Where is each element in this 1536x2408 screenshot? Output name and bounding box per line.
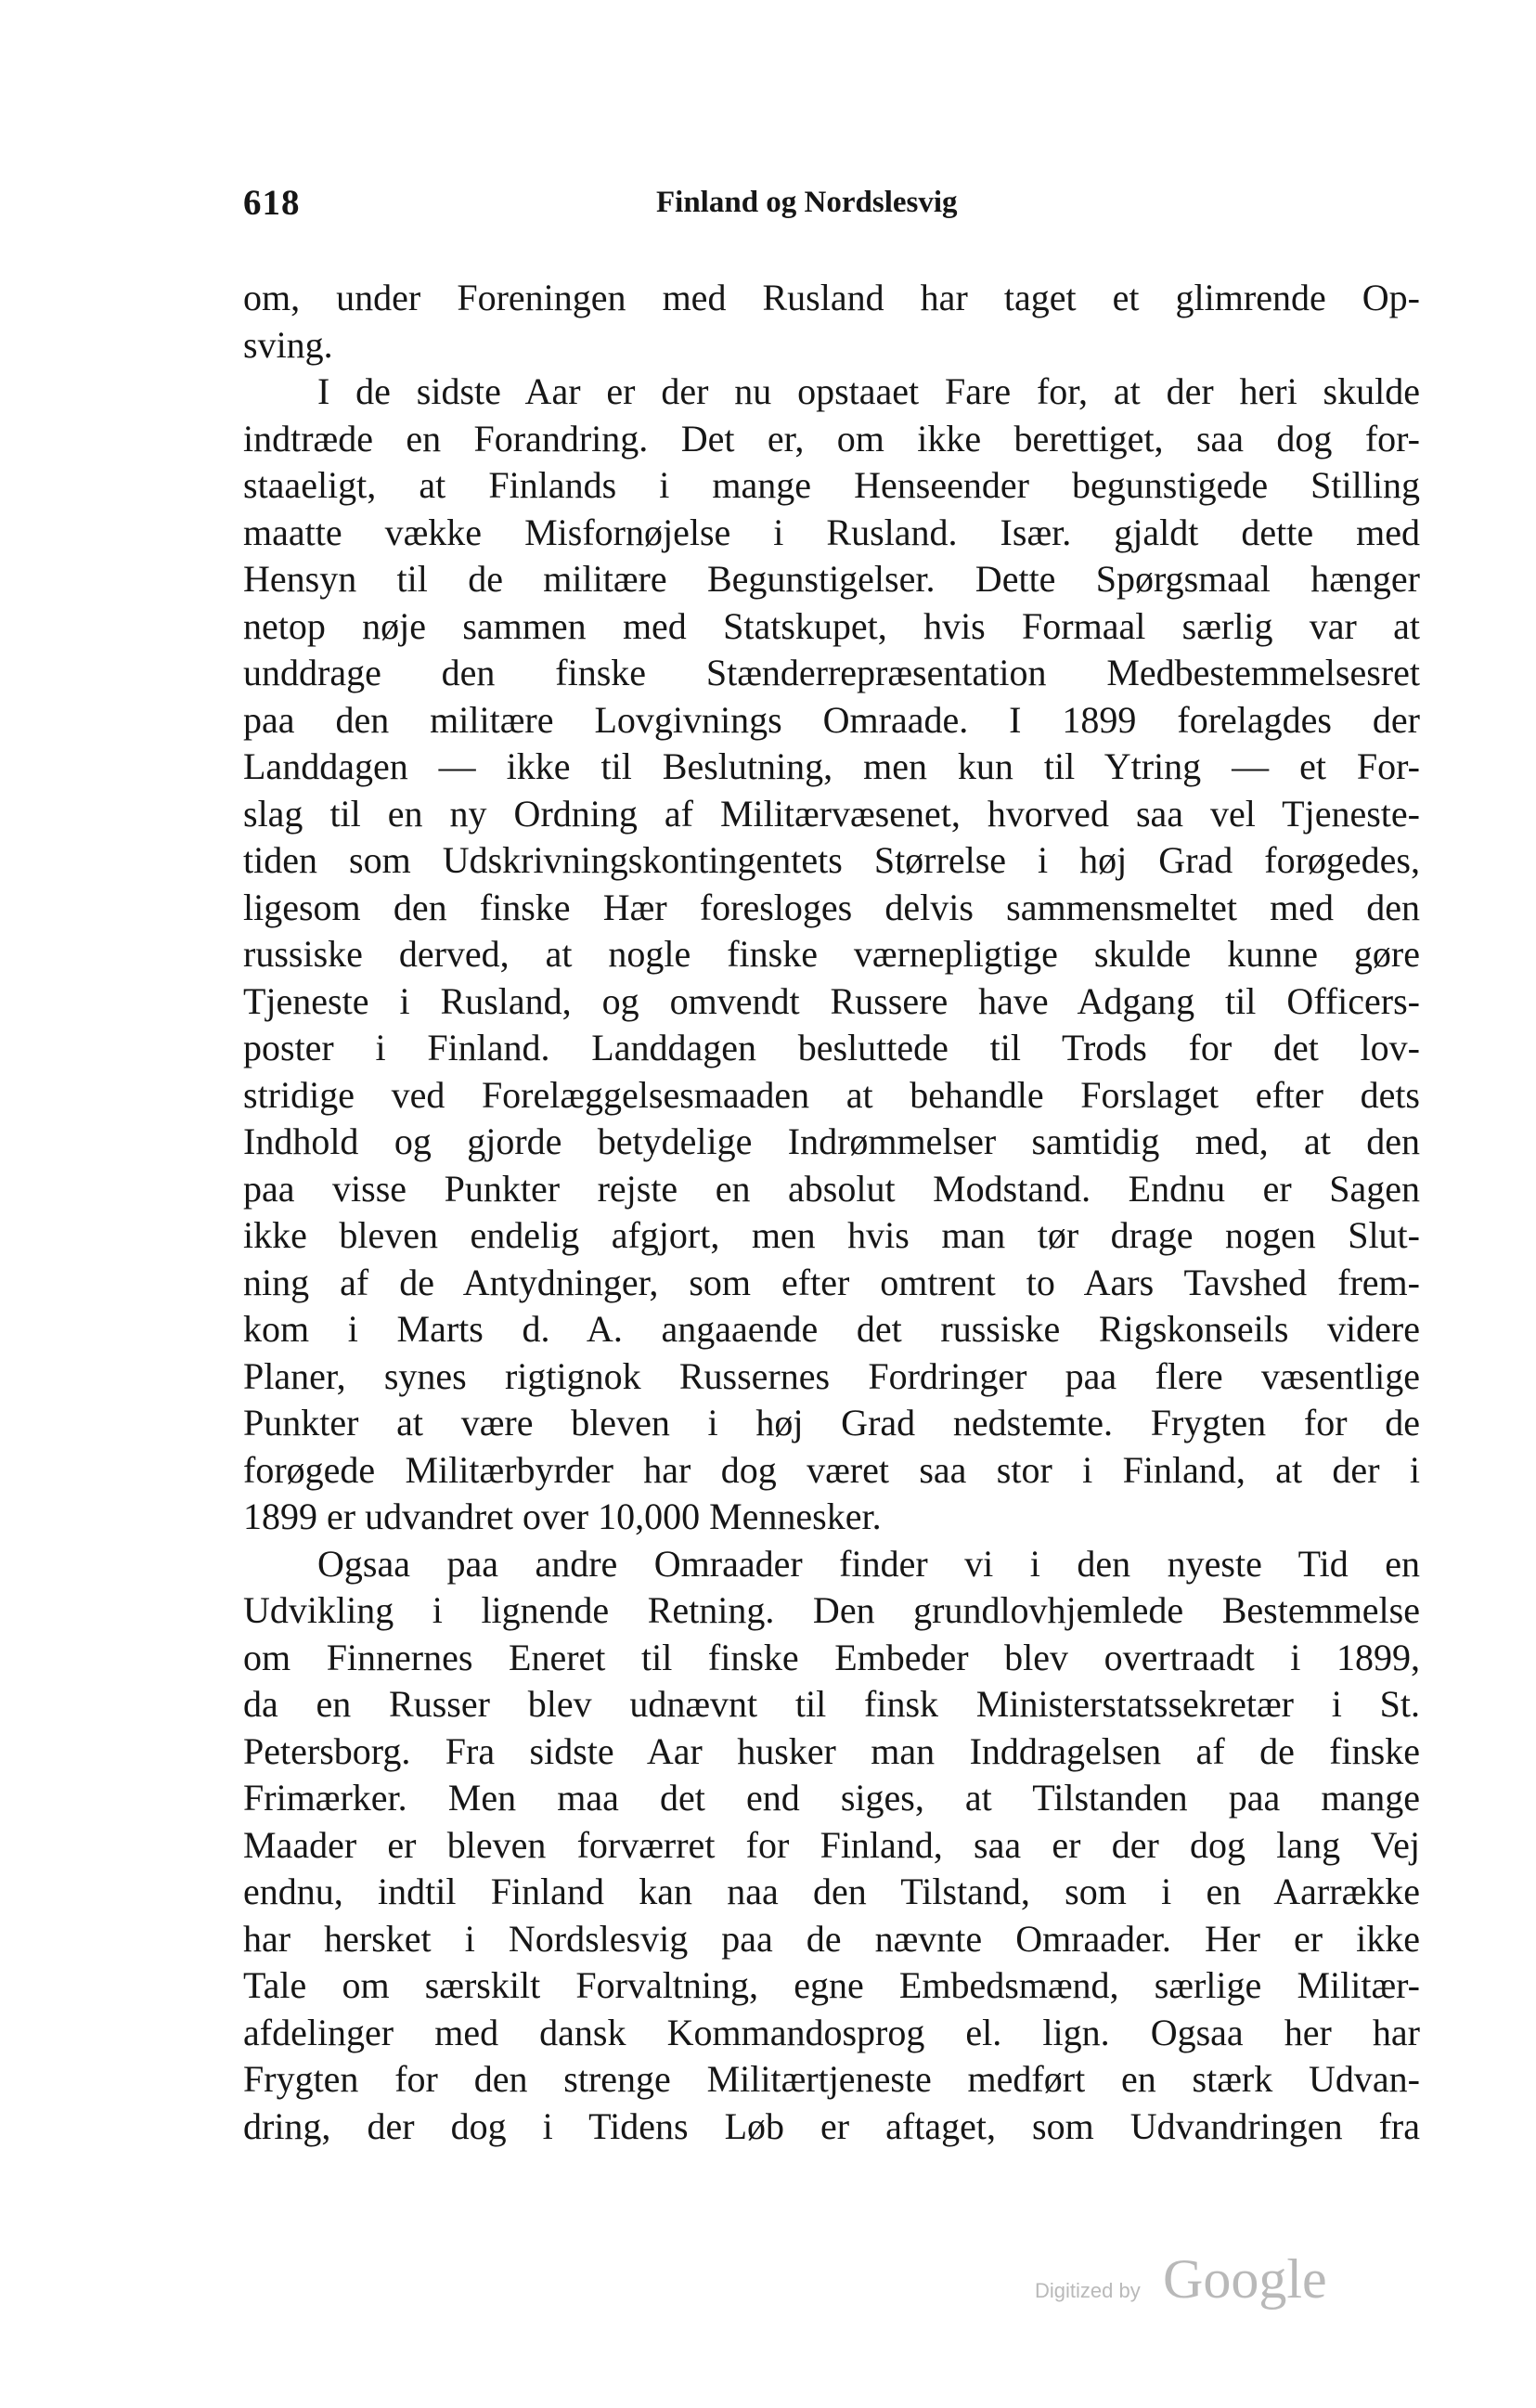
text-line: ning af de Antydninger, som efter omtrent to Aars Tavshed frem- [243, 1261, 1420, 1303]
text-line: Frimærker. Men maa det end siges, at Tilstanden paa mange [243, 1777, 1420, 1819]
text-line: 1899 er udvandret over 10,000 Mennesker. [243, 1495, 882, 1537]
text-line: unddrage den finske Stænderrepræsentation Medbestemmelsesret [243, 652, 1420, 693]
text-line: da en Russer blev udnævnt til finsk Ministerstatssekretær i St. [243, 1683, 1420, 1725]
text-line: ligesom den finske Hær foresloges delvis sammensmeltet med den [243, 886, 1420, 928]
body-text [243, 275, 1420, 2150]
text-line: sving. [243, 323, 333, 366]
text-line: slag til en ny Ordning af Militærvæsenet, hvorved saa vel Tjeneste- [243, 792, 1420, 835]
text-line: I de sidste Aar er der nu opstaaet Fare for, at der heri skulde [317, 370, 1420, 412]
text-line: Ogsaa paa andre Omraader finder vi i den nyeste Tid en [317, 1542, 1420, 1585]
text-line: paa visse Punkter rejste en absolut Modstand. Endnu er Sagen [243, 1167, 1420, 1210]
text-line: Indhold og gjorde betydelige Indrømmelser samtidig med, at den [243, 1120, 1420, 1162]
text-line: ikke bleven endelig afgjort, men hvis man tør drage nogen Slut- [243, 1214, 1420, 1256]
text-line: Maader er bleven forværret for Finland, saa er der dog lang Vej [243, 1823, 1420, 1866]
text-line: Hensyn til de militære Begunstigelser. Dette Spørgsmaal hænger [243, 558, 1420, 600]
text-line: stridige ved Forelæggelsesmaaden at behandle Forslaget efter dets [243, 1073, 1420, 1116]
text-line: om, under Foreningen med Rusland har taget et glimrende Op- [243, 277, 1420, 318]
digitized-by-watermark [1035, 2248, 1350, 2316]
text-line: staaeligt, at Finlands i mange Henseender begunstigede Stilling [243, 464, 1420, 506]
text-line: endnu, indtil Finland kan naa den Tilstand, som i en Aarrække [243, 1871, 1420, 1912]
watermark-prefix: Digitized by [1035, 2279, 1141, 2302]
text-line: paa den militære Lovgivnings Omraade. I 1899 forelagdes der [243, 698, 1420, 741]
text-line: maatte vække Misfornøjelse i Rusland. Især. gjaldt dette med [243, 511, 1420, 553]
text-line: Petersborg. Fra sidste Aar husker man Inddragelsen af de finske [243, 1729, 1420, 1772]
running-title: Finland og Nordslesvig [656, 186, 958, 219]
text-line: russiske derved, at nogle finske værnepligtige skulde kunne gøre [243, 933, 1420, 975]
text-line: tiden som Udskrivningskontingentets Størrelse i høj Grad forøgedes, [243, 839, 1420, 881]
text-line: har hersket i Nordslesvig paa de nævnte Omraader. Her er ikke [243, 1917, 1420, 1960]
text-line: Tale om særskilt Forvaltning, egne Embedsmænd, særlige Militær- [243, 1964, 1420, 2006]
page-number: 618 [243, 183, 301, 223]
text-line: dring, der dog i Tidens Løb er aftaget, som Udvandringen fra [243, 2104, 1420, 2147]
text-line: Frygten for den strenge Militærtjeneste medført en stærk Udvan- [243, 2058, 1420, 2100]
google-logo-text: Google [1163, 2248, 1327, 2310]
running-head [243, 182, 1420, 228]
text-line: Tjeneste i Rusland, og omvendt Russere have Adgang til Officers- [243, 979, 1420, 1022]
text-line: Planer, synes rigtignok Russernes Fordringer paa flere væsentlige [243, 1354, 1420, 1397]
text-line: kom i Marts d. A. angaaende det russiske Rigskonseils videre [243, 1308, 1420, 1350]
text-line: Udvikling i lignende Retning. Den grundlovhjemlede Bestemmelse [243, 1589, 1420, 1631]
text-line: Punkter at være bleven i høj Grad nedstemte. Frygten for de [243, 1402, 1420, 1444]
text-line: Landdagen — ikke til Beslutning, men kun til Ytring — et For- [243, 745, 1420, 787]
text-line: forøgede Militærbyrder har dog været saa stor i Finland, at der i [243, 1448, 1420, 1491]
text-line: netop nøje sammen med Statskupet, hvis Formaal særlig var at [243, 604, 1420, 647]
text-line: indtræde en Forandring. Det er, om ikke berettiget, saa dog for- [243, 417, 1420, 460]
text-line: om Finnernes Eneret til finske Embeder blev overtraadt i 1899, [243, 1636, 1420, 1678]
text-line: poster i Finland. Landdagen besluttede til Trods for det lov- [243, 1027, 1420, 1068]
text-line: afdelinger med dansk Kommandosprog el. lign. Ogsaa her har [243, 2011, 1420, 2053]
